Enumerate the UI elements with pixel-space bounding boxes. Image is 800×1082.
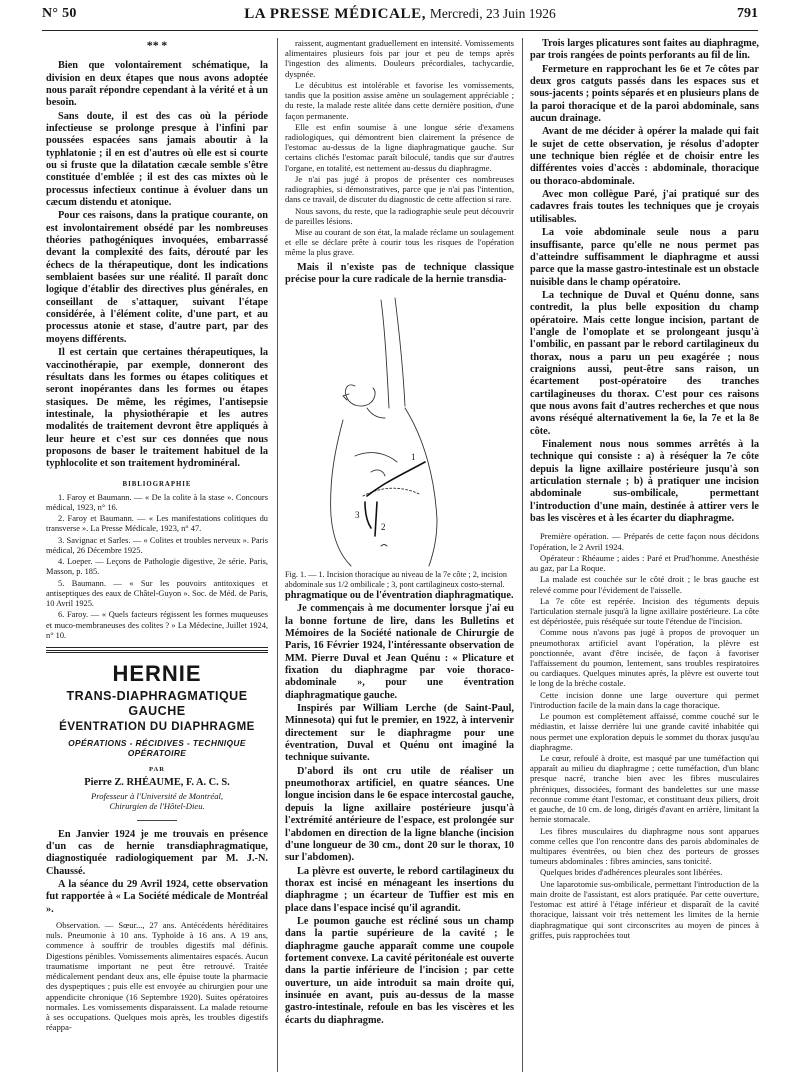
paragraph: Le cœur, refoulé à droite, est masqué par une tuméfaction qui apparaît au milieu du diaphragme ; cette tuméfaction, d'un blanc presque nacré, tranche bien avec les fibres musculaires phréniques, dissociées, formant des bandelettes sur une masse reconnue comme étant l'estomac, et constituant deux piliers, droit et gauche, de 10 cm. de long, dirigés d'avant en arrière, limitant la hernie stomacale. [530, 753, 759, 825]
observation-text [46, 920, 268, 1032]
lead-text [285, 262, 514, 287]
figure-label: 3 [355, 510, 360, 521]
article-topics: OPÉRATIONS - RÉCIDIVES - TECHNIQUE OPÉRATOIRE [68, 737, 246, 758]
short-rule [137, 820, 177, 821]
paragraph: Comme nous n'avons pas jugé à propos de provoquer un pneumothorax artificiel avant l'opération, la plèvre est ponctionnée, avant d'être incisée, de façon à favoriser l'affaissement du poumon, lentement, sans troubles respiratoires ou cardiaques. Quelques minutes après, la plèvre est ouverte tout le long de la brèche costale. [530, 627, 759, 689]
paragraph: La plèvre est ouverte, le rebord cartilagineux du thorax est incisé en ménageant les insertions du diaphragme ; un écarteur de Tuffier est mis en place dans l'espace incisé qu'il agrandit. [285, 865, 514, 914]
bibliography-entry: 5. Baumann. — « Sur les pouvoirs antitoxiques et antiseptiques des eaux de Châtel-Guyon ». Soc. de Méd. de Paris, 10 Avril 1925. [46, 578, 268, 609]
conclusion-text [46, 60, 268, 470]
paragraph: Fermeture en rapprochant les 6e et 7e côtes par deux gros catguts passés dans les espaces sus et sous-jacents ; points séparés et en plusieurs plans de la paroi thoracique et de la paroi abdominale, sans aucun drainage. [530, 63, 759, 125]
author-affiliation: Professeur à l'Université de Montréal, [90, 791, 224, 801]
paragraph: La malade est couchée sur le côté droit ; le bras gauche est relevé comme pour l'évidement de l'aisselle. [530, 574, 759, 595]
paragraph: Avant de me décider à opérer la malade qui fait le sujet de cette observation, je résolus d'adopter une technique bien réglée et de choisir entre les différentes voies d'accès : abdominale, thoracique ou thoraco-abdominale. [530, 126, 759, 187]
article-title: HERNIE [112, 661, 202, 687]
paragraph: Le décubitus est intolérable et favorise les vomissements, tandis que la position assise amène un soulagement appréciable ; du reste, la malade reste alitée dans cette dernière position, d'une façon permanente. [285, 79, 514, 121]
paragraph: Nous savons, du reste, que la radiographie seule peut découvrir de pareilles lésions. [285, 205, 514, 226]
article-rule-double [46, 650, 268, 653]
paragraph: Mise au courant de son état, la malade réclame un soulagement et elle se déclare prête à courir tous les risques de l'opération même la plus grave. [285, 226, 514, 258]
byline-par: PAR [148, 765, 166, 773]
column-divider [277, 38, 278, 1072]
bibliography-entry: 1. Faroy et Baumann. — « De la colite à la stase ». Concours médical, 1923, n° 16. [46, 492, 268, 512]
observation-continued [285, 38, 514, 258]
bibliography-entry: 3. Savignac et Sarles. — « Colites et troubles nerveux ». Paris médical, 26 Décembre 1925. [46, 535, 268, 555]
journal-title [42, 6, 758, 23]
paragraph: Sans doute, il est des cas où la période infectieuse se prolonge presque à l'infini par poussées espacées sans jamais aboutir à la typhlatonie ; il en est d'autres où elle est si courte ou si fruste que la dilatation cæcale semble s'être constituée d'emblée ; il est des cas mixtes où le processus infectieux continue à évoluer dans un cæcum distendu et atonique. [46, 110, 268, 209]
paragraph: Je n'ai pas jugé à propos de présenter ces nombreuses radiographies, si démonstratives, parce que je n'ai pas l'intention, dans ce travail, de discuter du diagnostic de cette affection si rare. [285, 173, 514, 205]
figure-incision-drawing [285, 290, 514, 568]
paragraph: Le poumon est complètement affaissé, comme couché sur le médiastin, et laisse derrière lui une grande cavité inhabitée qui nous permet une exploration depuis le sommet du thorax jusqu'au diaphragme. [530, 711, 759, 752]
paragraph: Cette incision donne une large ouverture qui permet l'introduction facile de la main dans la cage thoracique. [530, 689, 759, 710]
issue-number: N° 50 [42, 6, 77, 21]
bibliography-entry: 2. Faroy et Baumann. — « Les manifestations colitiques du transverse ». La Presse Médicale, 1923, n° 47. [46, 514, 268, 534]
paragraph: Mais il n'existe pas de technique classique précise pour la cure radicale de la hernie transdia- [285, 261, 514, 285]
paragraph: Elle est enfin soumise à une longue série d'examens radiologiques, qui démontrent bien clairement la présence de l'estomac au-dessus de la ligne diaphragmatique gauche. Sur certains clichés l'estomac paraît biloculé, tandis que sur d'autres l'organe, en totalité, est nettement au-dessus du diaphragme. [285, 121, 514, 173]
paragraph: Je commençais à me documenter lorsque j'ai eu la bonne fortune de lire, dans les Bulletins et Mémoires de la Société nationale de Chirurgie de Paris, 16 Février 1924, l'intéressante observation de MM. Pierre Duval et Jean Quénu : « Plicature et fixation du diaphragme par voie thoraco-abdominale », pour une éventration diaphragmatique gauche. [285, 603, 514, 701]
paragraph: Une laparotomie sus-ombilicale, permettant l'introduction de la main droite de l'assistant, est alors pratiquée. Par cette ouverture, l'estomac est attiré à l'étage inférieur et disparaît de la cavité thoracique, laissant voir très nettement les limites de la hernie diaphragmatique qui sont circonscrites au moyen de pinces à griffes, puis rapprochées tout [530, 878, 759, 940]
bibliography-heading: BIBLIOGRAPHIE [122, 480, 192, 488]
author-name: Pierre Z. RHÉAUME, F. A. C. S. [84, 776, 230, 788]
paragraph: Trois larges plicatures sont faites au diaphragme, par trois rangées de points perforants au fil de lin. [530, 38, 759, 62]
article-subtitle-2: ÉVENTRATION DU DIAPHRAGME [59, 721, 255, 734]
page-number: 791 [737, 6, 758, 21]
figure-label: 1 [411, 452, 416, 463]
bibliography-entry: 6. Faroy. — « Quels facteurs régissent les formes muqueuses et muco-membraneuses des colites ? » La Médecine, Juillet 1924, n° 10. [46, 610, 268, 640]
issue-date: Mercredi, 23 Juin 1926 [429, 6, 556, 21]
journal-name: LA PRESSE MÉDICALE, [244, 6, 427, 22]
paragraph: Opérateur : Rhéaume ; aides : Paré et Prud'homme. Anesthésie au gaz, par La Roque. [530, 552, 759, 574]
paragraph: Le poumon gauche est récliné sous un champ dans la partie supérieure de la cavité ; le diaphragme gauche apparaît comme une coupole fortement convexe. La cavité péritonéale est ouverte dans la partie inférieure de l'incision ; par cette ouverture, un aide introduit sa main droite qui, insinuée en avant, puis au-dessus de la masse gastro-intestinale, refoule en bas les viscères et les écarts du diaphragme. [285, 915, 514, 1026]
paragraph: La technique de Duval et Quénu donne, sans contredit, la plus belle exposition du champ opératoire. Mais cette longue incision, partant de l'angle de l'omoplate et se prolongeant jusqu'à l'ombilic, en passant par le rebord cartilagineux du thorax, nous a paru un peu exagérée ; nous craignions aussi, peut-être sans raison, un écartement post-opératoire des tranches cartilagineuses du thorax. C'est pour ces raisons que nous avons fait d'autres recherches et que nous avons réséqué alternativement la 6e, la 7e et la 8e côte. [530, 289, 759, 437]
paragraph: Première opération. — Préparés de cette façon nous décidons l'opération, le 2 Avril 1924. [530, 531, 759, 552]
paragraph: Quelques brides d'adhérences pleurales sont libérées. [540, 867, 723, 878]
paragraph: phragmatique ou de l'éventration diaphragmatique. [285, 589, 514, 601]
column-middle [285, 38, 514, 1027]
paragraph: En Janvier 1924 je me trouvais en présence d'un cas de hernie transdiaphragmatique, diagnostiquée radiologiquement par M. J.-N. Chaussé. [46, 828, 268, 877]
column-left [46, 38, 268, 1032]
article-body [46, 829, 268, 916]
header-rule [42, 30, 758, 31]
paragraph: Finalement nous nous sommes arrêtés à la technique qui consiste : a) à réséquer la 7e côte depuis la ligne axillaire postérieure jusqu'à son articulation sternale ; b) à pratiquer une incision abdominale sus-ombilicale, permettant l'introduction d'une main, destinée à attirer vers le bas les viscères et à les écarter du diaphragme. [530, 439, 759, 525]
paragraph: raissent, augmentant graduellement en intensité. Vomissements alimentaires plusieurs fois par jour et peu de temps après l'ingestion des aliments. Douleurs précordiales, tachycardie, dyspnée. [285, 38, 514, 79]
running-header [42, 6, 758, 32]
author-affiliation-2: Chirurgien de l'Hôtel-Dieu. [109, 801, 205, 812]
paragraph: Avec mon collègue Paré, j'ai pratiqué sur des cadavres frais toutes les techniques que je croyais utilisables. [530, 189, 759, 225]
article-body-continued [285, 590, 514, 1027]
section-asterism: ** * [146, 38, 168, 52]
paragraph: A la séance du 29 Avril 1924, cette observation fut rapportée à « La Société médicale de Montréal ». [46, 879, 268, 915]
column-divider [522, 38, 523, 1072]
paragraph: Pour ces raisons, dans la pratique courante, on est involontairement obsédé par les nombreuses théories pathogéniques invoquées, embarrassé devant la complexité des faits, dérouté par les échecs de la thérapeutique, dont les indications semblaient basées sur une réalité. Il paraît donc logique d'établir des directives plus générales, en conseillant de s'attaquer, suivant l'étape considérée, à l'élément colite, d'une part, et au processus atonie et stase, d'autre part, par des moyens différents. [46, 210, 268, 345]
paragraph: La voie abdominale seule nous a paru insuffisante, parce qu'elle ne nous permet pas d'atteindre suffisamment le diaphragme et aussi parce que la masse gastro-intestinale est un obstacle nuisible dans le champ opératoire. [530, 227, 759, 288]
paragraph: D'abord ils ont cru utile de réaliser un pneumothorax artificiel, en quatre séances. Une longue incision dans le 6e espace intercostal gauche, depuis la ligne axillaire postérieure jusqu'à l'extrémité antérieure de l'espace, est prolongée sur l'abdomen en direction de la ligne blanche (incision d'une longueur de 30 cm., dont 20 sur le thorax, 10 sur l'abdomen). [285, 765, 514, 864]
paragraph: Les fibres musculaires du diaphragme nous sont apparues comme celles que l'on rencontre dans des parois abdominales de multipares éventrées, ou bien chez des porteurs de grosses tumeurs abdominales : fibres amincies, sans tonicité. [530, 825, 759, 867]
column-right [530, 38, 759, 940]
article-subtitle: TRANS-DIAPHRAGMATIQUE GAUCHE [66, 689, 248, 719]
figure-caption: Fig. 1. — 1. Incision thoracique au niveau de la 7e côte ; 2, incision abdominale sus 1/2 ombilicale ; 3, pont cartilagineux costo-sternal. [285, 570, 507, 590]
operation-report [530, 531, 759, 940]
figure-label: 2 [381, 522, 386, 533]
paragraph: Observation. — Sœur..., 27 ans. Antécédents héréditaires nuls. Pneumonie à 10 ans. Typhoïde à 16 ans. A 19 ans, commence à souffrir de troubles digestifs mal définis. Digestions pénibles. Vomissements alimentaires espacés. Aucun traumatisme important ne peut être retrouvé. Traitée médicalement pendant deux ans, elle épuise toute la pharmacie des dyspeptiques ; puis elle est envoyée au chirurgien pour une appendicite chronique (16 Septembre 1920). Suites opératoires normales. Les vomissements disparaissent. La malade retourne à ses occupations. Quelques mois après, les troubles digestifs réappa- [46, 920, 268, 1033]
article-rule [46, 647, 268, 648]
technique-text [530, 38, 759, 525]
paragraph: La 7e côte est repérée. Incision des téguments depuis l'articulation sternale jusqu'à la ligne axillaire postérieure. La côte est dépériostée, puis réséquée sur toute l'étendue de l'incision. [530, 595, 759, 627]
paragraph: Il est certain que certaines thérapeutiques, la vaccinothérapie, par exemple, donneront des résultats dans les formes ou étapes colitiques et seront inopérantes dans les formes ou étapes stasiques. De même, les régimes, l'antisepsie intestinale, la physiothérapie et les autres modalités de traitement devront être appliqués à leur heure et c'est sur ces données que nous proposons de baser le traitement habituel de la typhlocolite et son traitement hydrominéral. [46, 347, 268, 470]
paragraph: Inspirés par William Lerche (de Saint-Paul, Minnesota) qui fut le premier, en 1922, à intervenir directement sur le diaphragme pour une éventration, Duval et Quénu ont imaginé la technique suivante. [285, 703, 514, 764]
bibliography-entry: 4. Loeper. — Leçons de Pathologie digestive, 2e série. Paris, Masson, p. 185. [46, 557, 268, 577]
paragraph: Bien que volontairement schématique, la division en deux étapes que nous avons adoptée nous paraît répondre cependant à la vérité et à un besoin. [46, 60, 268, 109]
